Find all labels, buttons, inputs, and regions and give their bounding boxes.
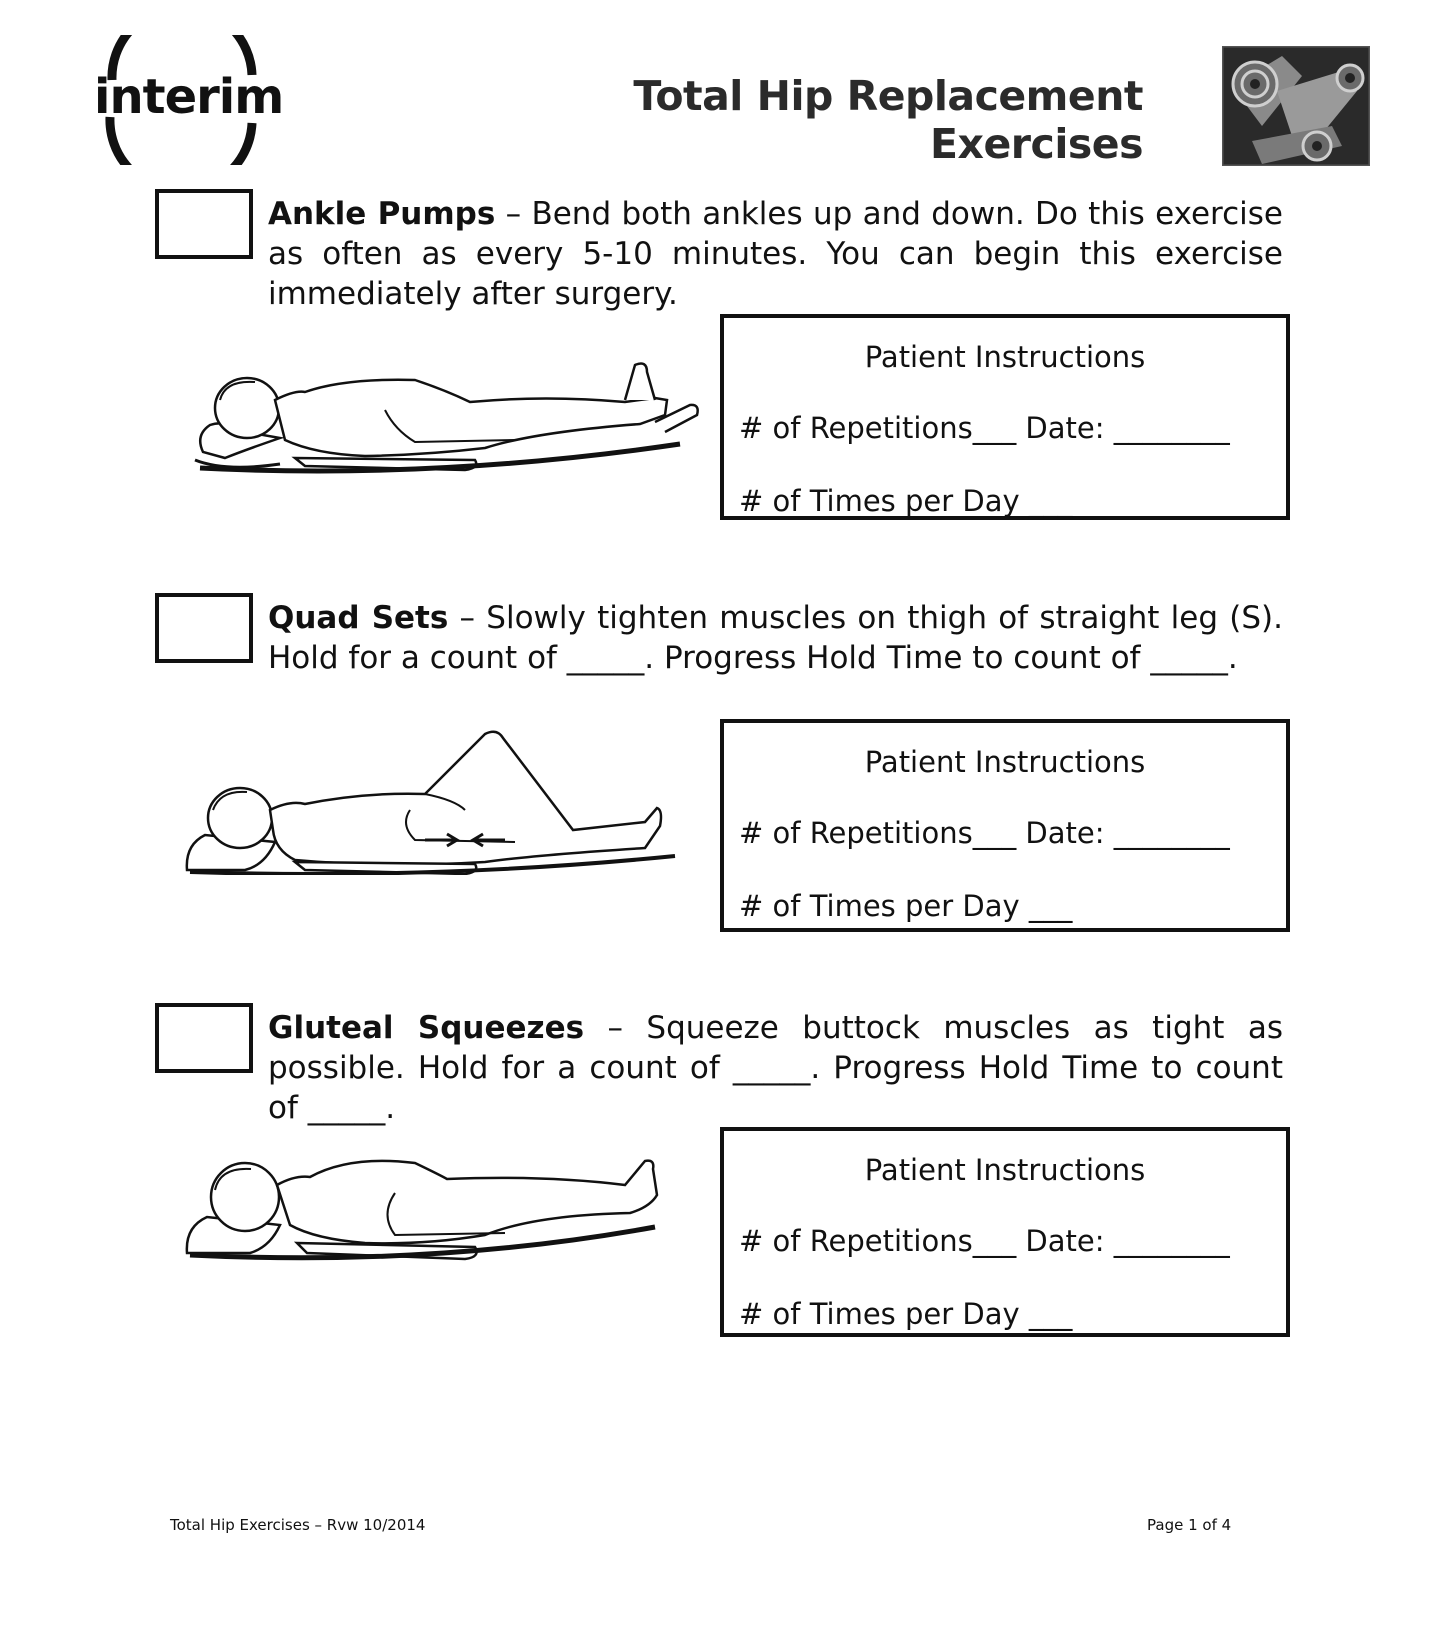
exercise-checkbox[interactable] bbox=[155, 593, 253, 663]
footer-document-info: Total Hip Exercises – Rvw 10/2014 bbox=[170, 1516, 426, 1534]
times-per-day-field[interactable]: # of Times per Day ___ bbox=[739, 1297, 1073, 1331]
times-per-day-field[interactable]: # of Times per Day ___ bbox=[739, 889, 1073, 923]
gear-joint-image bbox=[1222, 46, 1370, 166]
exercise-description: Gluteal Squeezes – Squeeze buttock muscles as tight as possible. Hold for a count of _____. Progress Hold Time to count of _____. bbox=[268, 1010, 1283, 1126]
exercise-name: Quad Sets bbox=[268, 600, 449, 636]
repetitions-date-field[interactable]: # of Repetitions___ Date: ________ bbox=[739, 1224, 1230, 1258]
patient-instructions-title: Patient Instructions bbox=[864, 340, 1146, 374]
repetitions-date-field[interactable]: # of Repetitions___ Date: ________ bbox=[739, 816, 1230, 850]
exercise-description: Ankle Pumps – Bend both ankles up and down. Do this exercise as often as every 5-10 minutes. You can begin this exercise immediately after surgery. bbox=[268, 196, 1283, 312]
gluteal-squeezes-illustration bbox=[185, 1135, 705, 1280]
patient-instructions-title: Patient Instructions bbox=[864, 1153, 1146, 1187]
page-title bbox=[633, 72, 1143, 168]
patient-instructions-box bbox=[720, 1127, 1290, 1337]
logo-text: interim bbox=[94, 69, 284, 125]
exercise-checkbox[interactable] bbox=[155, 189, 253, 259]
exercise-text: Squeeze buttock muscles as tight as possible. Hold for a count of _____. Progress Hold Time to count of _____. bbox=[268, 1010, 1283, 1126]
repetitions-date-field[interactable]: # of Repetitions___ Date: ________ bbox=[739, 411, 1230, 445]
title-line-2: Exercises bbox=[930, 120, 1143, 168]
title-line-1: Total Hip Replacement bbox=[633, 72, 1143, 120]
times-per-day-field[interactable]: # of Times per Day ___ bbox=[739, 484, 1073, 518]
footer-page-number: Page 1 of 4 bbox=[1147, 1516, 1232, 1534]
exercise-description: Quad Sets – Slowly tighten muscles on thigh of straight leg (S). Hold for a count of _____. Progress Hold Time to count of _____. bbox=[268, 600, 1283, 676]
exercise-text: Slowly tighten muscles on thigh of straight leg (S). Hold for a count of _____. Progress Hold Time to count of _____. bbox=[268, 600, 1283, 676]
patient-instructions-box bbox=[720, 314, 1290, 520]
patient-instructions-title: Patient Instructions bbox=[864, 745, 1146, 779]
interim-logo bbox=[92, 35, 292, 165]
patient-instructions-box bbox=[720, 719, 1290, 932]
exercise-name: Ankle Pumps bbox=[268, 196, 496, 232]
ankle-pumps-illustration bbox=[185, 360, 705, 505]
quad-sets-illustration bbox=[185, 730, 705, 875]
exercise-text: Bend both ankles up and down. Do this exercise as often as every 5-10 minutes. You can begin this exercise immediately after surgery. bbox=[268, 196, 1283, 312]
exercise-checkbox[interactable] bbox=[155, 1003, 253, 1073]
exercise-name: Gluteal Squeezes bbox=[268, 1010, 585, 1046]
